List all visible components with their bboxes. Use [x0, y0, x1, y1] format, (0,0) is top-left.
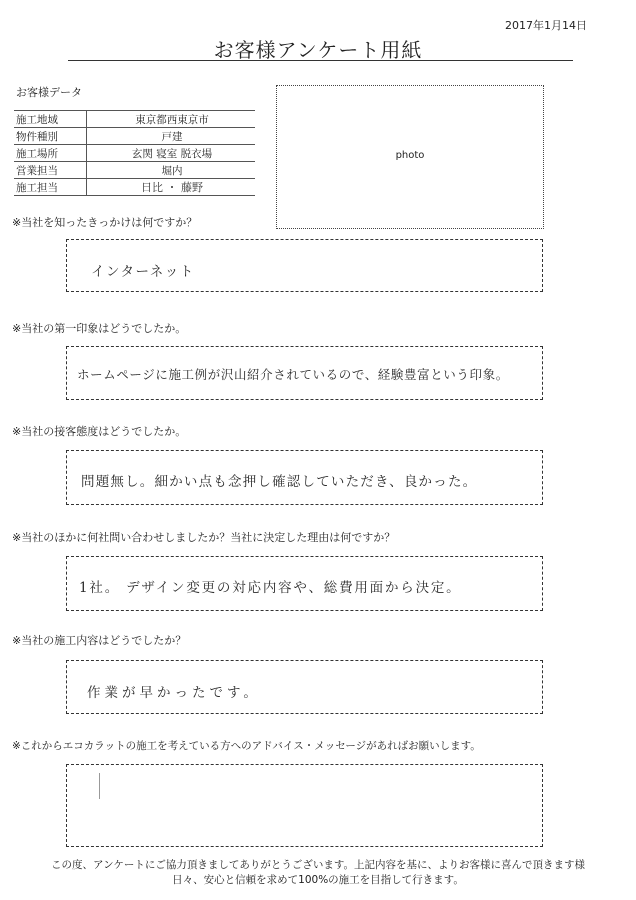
- question-how-found: ※当社を知ったきっかけは何ですか？: [12, 216, 198, 229]
- handwritten-answer: 作業が早かったです。: [87, 685, 261, 701]
- field-label: 施工担当: [14, 179, 87, 196]
- table-row: [14, 179, 255, 196]
- footer-line-1: この度、アンケートにご協力頂きましてありがとうございます。上記内容を基に、よりお客様に喜んで頂きます様: [50, 859, 586, 871]
- answer-box: [66, 764, 543, 847]
- title-underline: [68, 60, 573, 61]
- customer-data-table: [14, 110, 255, 196]
- field-label: 物件種別: [14, 128, 87, 145]
- footer-line-2: 日々、安心と信頼を求めて100%の施工を目指して行きます。: [172, 874, 464, 886]
- field-value: 戸建: [87, 128, 256, 145]
- handwritten-answer: インターネット: [91, 264, 195, 280]
- handwritten-answer: ホームページに施工例が沢山紹介されているので、経験豊富という印象。: [77, 367, 509, 382]
- answer-box: [66, 660, 543, 714]
- answer-box: [66, 556, 543, 611]
- question-first-impression: ※当社の第一印象はどうでしたか。: [12, 322, 187, 335]
- handwritten-answer: 1社。 デザイン変更の対応内容や、総費用面から決定。: [79, 580, 462, 596]
- answer-box: [66, 450, 543, 505]
- table-row: [14, 128, 255, 145]
- table-row: [14, 145, 255, 162]
- question-other-companies: ※当社のほかに何社問い合わせしましたか？当社に決定した理由は何ですか？: [12, 531, 396, 544]
- answer-box: [66, 346, 543, 400]
- handwritten-value: 日比 ・ 藤野: [87, 179, 256, 196]
- survey-date: 2017年1月14日: [505, 19, 587, 32]
- field-label: 営業担当: [14, 162, 87, 179]
- pen-stroke: [99, 773, 100, 799]
- photo-label: photo: [395, 150, 425, 161]
- question-advice-message: ※これからエコカラットの施工を考えている方へのアドバイス・メッセージがあればお願いします。: [12, 740, 481, 752]
- table-row: [14, 162, 255, 179]
- field-value: 玄関 寝室 脱衣場: [87, 145, 256, 162]
- question-work-quality: ※当社の施工内容はどうでしたか？: [12, 634, 187, 647]
- table-row: [14, 111, 255, 128]
- field-value: 堀内: [87, 162, 256, 179]
- field-label: 施工地域: [14, 111, 87, 128]
- question-service-attitude: ※当社の接客態度はどうでしたか。: [12, 425, 187, 438]
- field-label: 施工場所: [14, 145, 87, 162]
- handwritten-answer: 問題無し。細かい点も念押し確認していただき、良かった。: [81, 474, 478, 490]
- answer-box: [66, 239, 543, 292]
- customer-data-heading: お客様データ: [16, 86, 82, 99]
- field-value: 東京都西東京市: [87, 111, 256, 128]
- page-title: お客様アンケート用紙: [213, 38, 423, 62]
